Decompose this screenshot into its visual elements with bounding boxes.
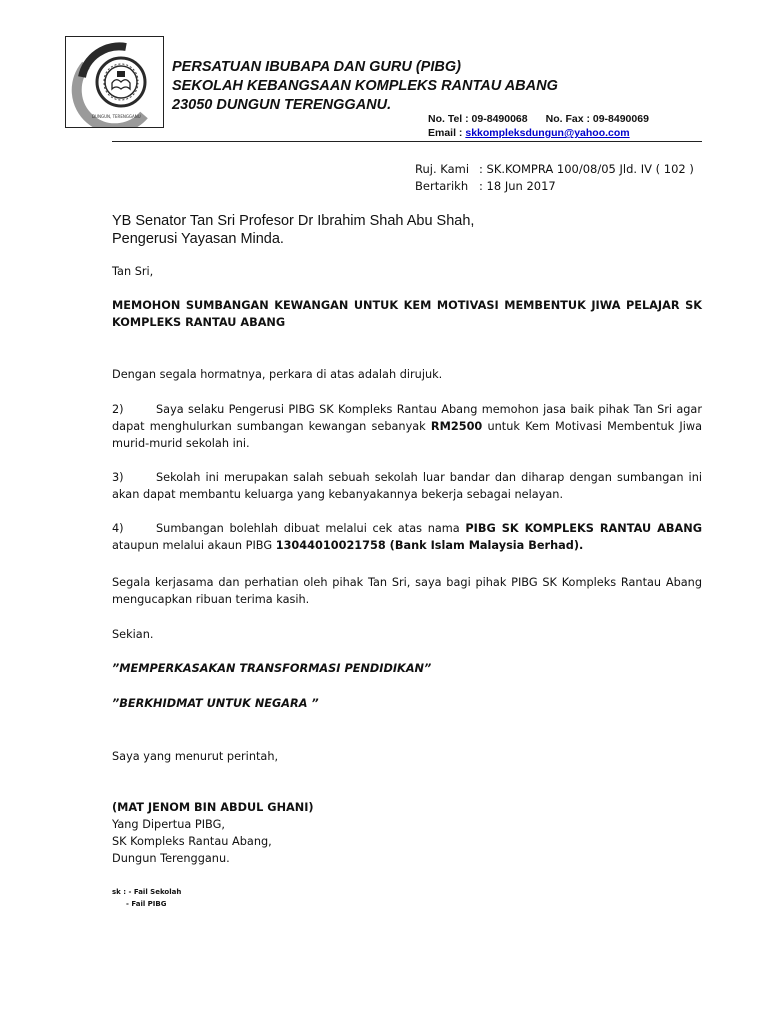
cheque-payee: PIBG SK KOMPLEKS RANTAU ABANG bbox=[465, 522, 702, 535]
opening-line: Dengan segala hormatnya, perkara di atas adalah dirujuk. bbox=[112, 368, 443, 381]
signatory-org: SK Kompleks Rantau Abang, bbox=[112, 835, 272, 848]
paragraph-2: 2) Saya selaku Pengerusi PIBG SK Kompleks Rantau Abang memohon jasa baik pihak Tan Sri agar dapat menghulurkan sumbangan kewangan sebanyak RM2500 untuk Kem Motivasi Membentuk Jiwa murid-murid sekolah ini. bbox=[112, 403, 702, 450]
recipient-block bbox=[112, 212, 474, 248]
fax-number: No. Fax : 09-8490069 bbox=[545, 113, 649, 125]
phone-number: No. Tel : 09-8490068 bbox=[428, 113, 528, 125]
school-name: SEKOLAH KEBANGSAAN KOMPLEKS RANTAU ABANG bbox=[172, 78, 558, 94]
paragraph-4: 4) Sumbangan bolehlah dibuat melalui cek atas nama PIBG SK KOMPLEKS RANTAU ABANG ataupun melalui akaun PIBG 13044010021758 (Bank Islam Malaysia Berhad). bbox=[112, 522, 702, 552]
carbon-copy bbox=[112, 886, 181, 910]
org-name: PERSATUAN IBUBAPA DAN GURU (PIBG) bbox=[172, 59, 461, 75]
signatory-place: Dungun Terengganu. bbox=[112, 852, 230, 865]
closing-paragraph: Segala kerjasama dan perhatian oleh pihak Tan Sri, saya bagi pihak PIBG SK Kompleks Rantau Abang mengucapkan ribuan terima kasih. bbox=[112, 576, 702, 606]
signature-block bbox=[112, 799, 702, 867]
school-logo bbox=[65, 36, 164, 128]
cc-line-1: sk : - Fail Sekolah bbox=[112, 888, 182, 896]
motto-1: ”MEMPERKASAKAN TRANSFORMASI PENDIDIKAN” bbox=[112, 662, 432, 675]
reference-block bbox=[415, 161, 694, 195]
paragraph-number: 2) bbox=[112, 403, 124, 416]
paragraph-number: 4) bbox=[112, 522, 124, 535]
letter-subject: MEMOHON SUMBANGAN KEWANGAN UNTUK KEM MOTIVASI MEMBENTUK JIWA PELAJAR SK KOMPLEKS RANTAU ABANG bbox=[112, 299, 702, 329]
amount: RM2500 bbox=[430, 420, 483, 433]
signatory-title: Yang Dipertua PIBG, bbox=[112, 818, 225, 831]
paragraph-number: 3) bbox=[112, 471, 124, 484]
letter-date: : 18 Jun 2017 bbox=[479, 179, 556, 193]
email-link[interactable]: skkompleksdungun@yahoo.com bbox=[465, 127, 630, 139]
letterhead bbox=[172, 58, 558, 115]
date-label: Bertarikh bbox=[415, 179, 469, 193]
cc-line-2: - Fail PIBG bbox=[126, 900, 167, 908]
ref-number: : SK.KOMPRA 100/08/05 Jld. IV ( 102 ) bbox=[479, 162, 694, 176]
recipient-position: Pengerusi Yayasan Minda. bbox=[112, 231, 284, 247]
contact-info bbox=[428, 112, 649, 140]
account-number: 13044010021758 (Bank Islam Malaysia Berhad). bbox=[275, 539, 584, 552]
school-address: 23050 DUNGUN TERENGGANU. bbox=[172, 97, 392, 113]
ref-label: Ruj. Kami bbox=[415, 162, 470, 176]
signatory-name: (MAT JENOM BIN ABDUL GHANI) bbox=[112, 801, 314, 814]
motto-2: ”BERKHIDMAT UNTUK NEGARA ” bbox=[112, 697, 319, 710]
header-divider bbox=[112, 141, 702, 142]
salutation: Tan Sri, bbox=[112, 265, 154, 278]
email-label: Email : bbox=[428, 127, 463, 139]
sign-off: Saya yang menurut perintah, bbox=[112, 750, 279, 763]
recipient-name: YB Senator Tan Sri Profesor Dr Ibrahim Shah Abu Shah, bbox=[112, 213, 475, 229]
paragraph-3: 3) Sekolah ini merupakan salah sebuah sekolah luar bandar dan diharap dengan sumbangan ini akan dapat membantu keluarga yang kebanyakannya bekerja sebagai nelayan. bbox=[112, 471, 702, 501]
logo-caption: DUNGUN, TERENGGANU bbox=[92, 114, 141, 119]
sekian: Sekian. bbox=[112, 628, 154, 641]
